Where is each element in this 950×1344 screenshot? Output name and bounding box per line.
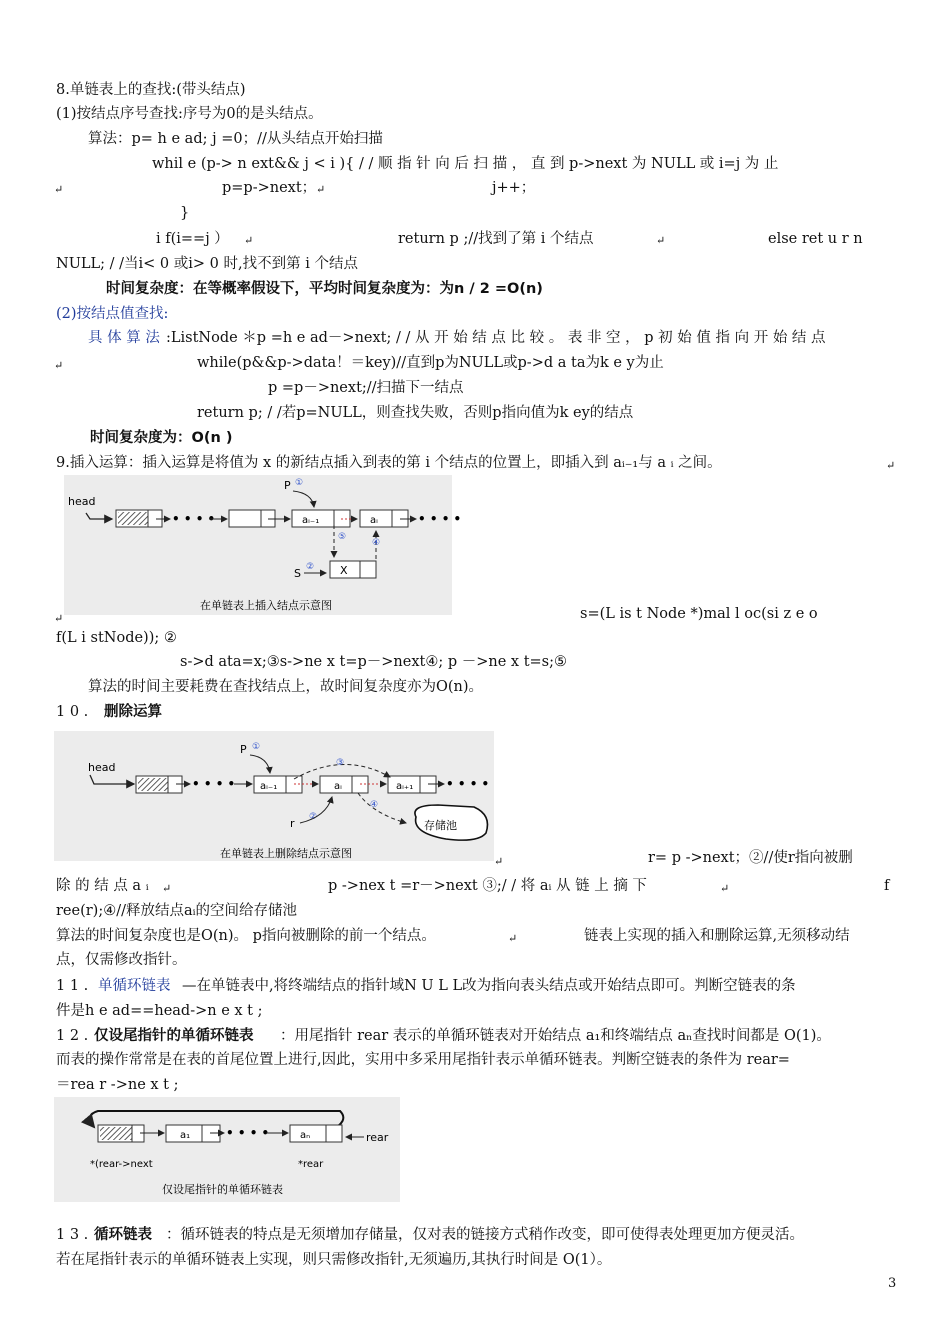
insert-diagram	[64, 475, 462, 615]
section-10-number: 1 0 .	[56, 704, 89, 720]
text-line: whil e (p-> n ext&& j < i ){ / / 顺 指 针 向 后 扫 描 ， 直 到 p->next 为 NULL 或 i=j 为 止	[152, 156, 779, 172]
text-line: ree(r);④//释放结点aᵢ的空间给存储池	[56, 903, 298, 919]
text-line: p ->nex t =r－>next ③;/ / 将 aᵢ 从 链 上 摘 下	[328, 878, 647, 894]
svg-text:• • • •: • • • •	[446, 777, 490, 791]
node-prev: aᵢ₋₁	[302, 515, 320, 526]
section-9-heading: 9.插入运算：插入运算是将值为 x 的新结点插入到表的第 i 个结点的位置上，即插入到 aᵢ₋₁与 a ᵢ 之间。	[56, 455, 722, 471]
subheading: (2)按结点值查找:	[56, 306, 169, 322]
step-1: ①	[252, 742, 261, 752]
svg-text:• • • •: • • • •	[418, 512, 462, 526]
section-12-number: 1 2 .	[56, 1028, 89, 1044]
step-5: ⑤	[338, 532, 347, 542]
p-label: P	[284, 479, 291, 492]
section-12-heading: 仅设尾指针的单循环链表	[94, 1028, 254, 1044]
text-line: return p; / /若p=NULL，则查找失败，否则p指向值为k ey的结点	[197, 405, 634, 421]
text-line: 除 的 结 点 a ᵢ	[56, 878, 149, 894]
svg-text:• • • •: • • • •	[192, 777, 236, 791]
pool-label: 存储池	[424, 819, 457, 832]
section-13-heading: 循环链表	[94, 1227, 152, 1243]
node-a1: a₁	[180, 1130, 191, 1141]
paragraph-mark: ↵	[316, 183, 326, 196]
step-2: ②	[306, 562, 315, 572]
section-13-number: 1 3 .	[56, 1227, 89, 1243]
s-label: S	[294, 567, 301, 580]
figure-caption: 仅设尾指针的单循环链表	[162, 1183, 283, 1196]
text-line: p =p－>next;//扫描下一结点	[268, 380, 464, 396]
head-label: head	[68, 495, 96, 508]
text-line: NULL; / /当i< 0 或i> 0 时,找不到第 i 个结点	[56, 256, 358, 272]
text-line: 算法的时间主要耗费在查找结点上，故时间复杂度亦为O(n)。	[88, 679, 484, 695]
node-next: aᵢ₊₁	[396, 781, 414, 792]
node-cur: aᵢ	[334, 781, 342, 792]
paragraph-mark: ↵	[720, 882, 730, 895]
text-line: 件是h e ad==head->n e x t ;	[56, 1003, 263, 1019]
head-label: head	[88, 761, 116, 774]
circular-list-diagram	[54, 1097, 400, 1202]
figure-caption: 在单链表上删除结点示意图	[220, 847, 352, 860]
rear-star-label: *rear	[298, 1159, 324, 1170]
text-line: while(p&&p->data！＝key)//直到p为NULL或p->d a ta为k e y为止	[197, 355, 664, 371]
text-line: 算法的时间复杂度也是O(n)。 p指向被删除的前一个结点。	[56, 928, 436, 944]
text-line: r= p ->next；②//使r指向被删	[648, 850, 853, 866]
step-4: ④	[372, 538, 381, 548]
svg-text:• • • •: • • • •	[226, 1126, 270, 1140]
complexity-note: 时间复杂度：在等概率假设下，平均时间复杂度为：为n / 2 =O(n)	[106, 281, 543, 297]
text-line: s->d ata=x;③s->ne x t=p－>next④; p －>ne x t=s;⑤	[180, 654, 567, 670]
section-10-heading: 删除运算	[104, 704, 162, 720]
paragraph-mark: ↵	[54, 183, 64, 196]
complexity-note: 时间复杂度为：O(n )	[90, 430, 233, 446]
text-line: 若在尾指针表示的单循环链表上实现，则只需修改指针,无须遍历,其执行时间是 O(1）。	[56, 1252, 612, 1268]
paragraph-mark: ↵	[162, 882, 172, 895]
text-line: ＝rea r ->ne x t ;	[56, 1077, 179, 1093]
paragraph-mark: ↵	[244, 234, 254, 247]
text-line: 点，仅需修改指针。	[56, 952, 187, 968]
node-an: aₙ	[300, 1130, 311, 1141]
paragraph-mark: ↵	[494, 855, 504, 868]
step-1: ①	[295, 478, 304, 488]
step-4: ④	[370, 800, 379, 810]
paragraph-mark: ↵	[656, 234, 666, 247]
svg-text:• • • •: • • • •	[172, 512, 216, 526]
text-line: 算法：p= h e ad; j =0；//从头结点开始扫描	[88, 131, 383, 147]
text-line: }	[180, 205, 190, 221]
text-line: f(L i stNode)); ②	[56, 630, 177, 646]
text-line: i f(i==j ）	[156, 231, 229, 247]
r-label: r	[290, 817, 295, 830]
text-line: return p ;//找到了第 i 个结点	[398, 231, 594, 247]
text-line: —在单链表中,将终端结点的指针域N U L L改为指向表头结点或开始结点即可。判断空链表的条	[182, 978, 796, 994]
page-number: 3	[888, 1276, 897, 1291]
text-line: 具 体 算 法	[88, 330, 160, 346]
text-line: ：用尾指针 rear 表示的单循环链表对开始结点 a₁和终端结点 aₙ查找时间都是 O(1)。	[280, 1028, 831, 1044]
text-line: :ListNode ＊p =h e ad－>next; / / 从 开 始 结 点 比 较 。 表 非 空 ， p 初 始 值 指 向 开 始 结 点	[166, 330, 826, 346]
rear-next-label: *(rear->next	[90, 1159, 153, 1170]
text-line: else ret u r n	[768, 231, 863, 247]
text-line: f	[884, 878, 890, 894]
section-11-heading: 单循环链表	[98, 978, 171, 994]
paragraph-mark: ↵	[54, 359, 64, 372]
section-8-heading: 8.单链表上的查找:(带头结点)	[56, 82, 246, 98]
text-line: (1)按结点序号查找:序号为0的是头结点。	[56, 106, 323, 122]
text-line: ：循环链表的特点是无须增加存储量，仅对表的链接方式稍作改变，即可使得表处理更加方便灵活。	[166, 1227, 804, 1243]
node-cur: aᵢ	[370, 515, 378, 526]
step-3: ③	[336, 758, 345, 768]
text-line: j++；	[492, 180, 536, 196]
paragraph-mark: ↵	[54, 612, 64, 625]
figure-caption: 在单链表上插入结点示意图	[200, 599, 332, 612]
delete-diagram	[54, 731, 494, 861]
node-prev: aᵢ₋₁	[260, 781, 278, 792]
step-2: ②	[309, 812, 318, 822]
paragraph-mark: ↵	[508, 932, 518, 945]
text-line: 而表的操作常常是在表的首尾位置上进行,因此，实用中多采用尾指针表示单循环链表。判断空链表的条件为 rear=	[56, 1052, 790, 1068]
rear-label: rear	[366, 1131, 389, 1144]
text-line: s=(L is t Node *)mal l oc(si z e o	[580, 606, 818, 622]
text-line: p=p->next；	[222, 180, 317, 196]
text-line: 链表上实现的插入和删除运算,无须移动结	[584, 928, 850, 944]
paragraph-mark: ↵	[886, 459, 896, 472]
node-x: X	[340, 564, 348, 577]
section-11-number: 1 1 .	[56, 978, 89, 994]
p-label: P	[240, 743, 247, 756]
